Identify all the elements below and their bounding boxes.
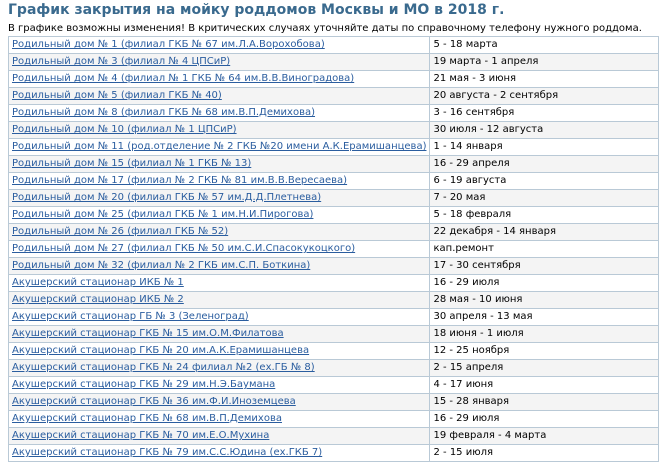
maternity-hospital-link[interactable]: Родильный дом № 10 (филиал № 1 ЦПСиР)	[12, 124, 237, 135]
table-row	[9, 360, 659, 377]
closure-dates-cell: 30 июля - 12 августа	[430, 122, 659, 139]
maternity-hospital-link[interactable]: Родильный дом № 8 (филиал ГКБ № 68 им.В.П.Демихова)	[12, 107, 316, 118]
table-row	[9, 292, 659, 309]
table-row	[9, 156, 659, 173]
table-row	[9, 122, 659, 139]
maternity-hospital-link[interactable]: Родильный дом № 15 (филиал № 1 ГКБ № 13)	[12, 158, 252, 169]
table-row	[9, 394, 659, 411]
closure-dates-cell: 4 - 17 июня	[430, 377, 659, 394]
maternity-hospital-link[interactable]: Родильный дом № 4 (филиал № 1 ГКБ № 64 им.В.В.Виноградова)	[12, 73, 355, 84]
maternity-hospital-link[interactable]: Акушерский стационар ИКБ № 2	[12, 294, 184, 305]
maternity-hospital-link[interactable]: Родильный дом № 3 (филиал № 4 ЦПСиР)	[12, 56, 231, 67]
table-row	[9, 258, 659, 275]
table-row	[9, 224, 659, 241]
maternity-hospital-cell	[9, 71, 430, 88]
table-row	[9, 275, 659, 292]
closure-dates-cell: 21 мая - 3 июня	[430, 71, 659, 88]
table-row	[9, 411, 659, 428]
closure-dates-cell: 22 декабря - 14 января	[430, 224, 659, 241]
closure-dates-cell: 6 - 19 августа	[430, 173, 659, 190]
table-row	[9, 428, 659, 445]
maternity-hospital-cell	[9, 326, 430, 343]
closure-dates-cell: 19 марта - 1 апреля	[430, 54, 659, 71]
table-row	[9, 309, 659, 326]
closure-dates-cell: 7 - 20 мая	[430, 190, 659, 207]
maternity-hospital-link[interactable]: Акушерский стационар ГКБ № 70 им.Е.О.Мухина	[12, 430, 270, 441]
table-row	[9, 105, 659, 122]
closure-dates-cell: 28 мая - 10 июня	[430, 292, 659, 309]
closure-dates-cell: 30 апреля - 13 мая	[430, 309, 659, 326]
table-row	[9, 207, 659, 224]
maternity-hospital-link[interactable]: Акушерский стационар ГКБ № 79 им.С.С.Юдина (ех.ГКБ 7)	[12, 447, 323, 458]
maternity-hospital-link[interactable]: Акушерский стационар ГБ № 3 (Зеленоград)	[12, 311, 249, 322]
maternity-hospital-link[interactable]: Родильный дом № 32 (филиал № 2 ГКБ им.С.П. Боткина)	[12, 260, 311, 271]
maternity-hospital-cell	[9, 139, 430, 156]
closure-dates-cell: 3 - 16 сентября	[430, 105, 659, 122]
maternity-hospital-link[interactable]: Акушерский стационар ГКБ № 29 им.Н.Э.Баумана	[12, 379, 276, 390]
maternity-hospital-cell	[9, 309, 430, 326]
maternity-hospital-cell	[9, 190, 430, 207]
closure-dates-cell: 16 - 29 июля	[430, 411, 659, 428]
closure-dates-cell: 16 - 29 июля	[430, 275, 659, 292]
closure-dates-cell: кап.ремонт	[430, 241, 659, 258]
maternity-hospital-link[interactable]: Родильный дом № 11 (род.отделение № 2 ГКБ №20 имени А.К.Ерамишанцева)	[12, 141, 427, 152]
maternity-hospital-cell	[9, 173, 430, 190]
table-row	[9, 139, 659, 156]
closure-dates-cell: 20 августа - 2 сентября	[430, 88, 659, 105]
closure-dates-cell: 18 июня - 1 июля	[430, 326, 659, 343]
warning-note: В графике возможны изменения! В критических случаях уточняйте даты по справочному телефону нужного роддома.	[8, 23, 642, 34]
maternity-hospital-link[interactable]: Акушерский стационар ГКБ № 20 им.А.К.Ерамишанцева	[12, 345, 310, 356]
maternity-hospital-cell	[9, 394, 430, 411]
closure-dates-cell: 16 - 29 апреля	[430, 156, 659, 173]
table-row	[9, 71, 659, 88]
table-row	[9, 445, 659, 462]
table-row	[9, 173, 659, 190]
maternity-hospital-cell	[9, 445, 430, 462]
table-row	[9, 326, 659, 343]
maternity-hospital-cell	[9, 122, 430, 139]
closure-dates-cell: 12 - 25 ноября	[430, 343, 659, 360]
maternity-hospital-link[interactable]: Родильный дом № 17 (филиал № 2 ГКБ № 81 им.В.В.Вересаева)	[12, 175, 348, 186]
closure-dates-cell: 2 - 15 июля	[430, 445, 659, 462]
table-row	[9, 54, 659, 71]
maternity-hospital-cell	[9, 156, 430, 173]
maternity-hospital-cell	[9, 224, 430, 241]
closure-dates-cell: 1 - 14 января	[430, 139, 659, 156]
maternity-hospital-cell	[9, 411, 430, 428]
table-row	[9, 241, 659, 258]
maternity-hospital-cell	[9, 292, 430, 309]
maternity-hospital-cell	[9, 54, 430, 71]
closure-dates-cell: 19 февраля - 4 марта	[430, 428, 659, 445]
schedule-table	[8, 36, 659, 462]
page-title: График закрытия на мойку роддомов Москвы и МО в 2018 г.	[8, 2, 505, 18]
table-row	[9, 37, 659, 54]
maternity-hospital-link[interactable]: Родильный дом № 25 (филиал ГКБ № 1 им.Н.И.Пирогова)	[12, 209, 314, 220]
maternity-hospital-link[interactable]: Родильный дом № 27 (филиал ГКБ № 50 им.С.И.Спасокукоцкого)	[12, 243, 356, 254]
closure-dates-cell: 2 - 15 апреля	[430, 360, 659, 377]
maternity-hospital-link[interactable]: Акушерский стационар ГКБ № 24 филиал №2 (ех.ГБ № 8)	[12, 362, 315, 373]
closure-dates-cell: 17 - 30 сентября	[430, 258, 659, 275]
maternity-hospital-link[interactable]: Родильный дом № 5 (филиал ГКБ № 40)	[12, 90, 222, 101]
maternity-hospital-cell	[9, 105, 430, 122]
maternity-hospital-cell	[9, 37, 430, 54]
maternity-hospital-cell	[9, 428, 430, 445]
maternity-hospital-link[interactable]: Акушерский стационар ИКБ № 1	[12, 277, 184, 288]
maternity-hospital-link[interactable]: Родильный дом № 20 (филиал ГКБ № 57 им.Д.Д.Плетнева)	[12, 192, 322, 203]
maternity-hospital-link[interactable]: Акушерский стационар ГКБ № 15 им.О.М.Филатова	[12, 328, 284, 339]
closure-dates-cell: 5 - 18 февраля	[430, 207, 659, 224]
maternity-hospital-cell	[9, 241, 430, 258]
closure-dates-cell: 15 - 28 января	[430, 394, 659, 411]
maternity-hospital-cell	[9, 343, 430, 360]
maternity-hospital-link[interactable]: Акушерский стационар ГКБ № 36 им.Ф.И.Иноземцева	[12, 396, 296, 407]
maternity-hospital-cell	[9, 258, 430, 275]
maternity-hospital-cell	[9, 207, 430, 224]
table-row	[9, 88, 659, 105]
maternity-hospital-link[interactable]: Родильный дом № 26 (филиал ГКБ № 52)	[12, 226, 229, 237]
table-row	[9, 190, 659, 207]
maternity-hospital-link[interactable]: Акушерский стационар ГКБ № 68 им.В.П.Демихова	[12, 413, 282, 424]
maternity-hospital-cell	[9, 360, 430, 377]
table-row	[9, 377, 659, 394]
maternity-hospital-cell	[9, 377, 430, 394]
maternity-hospital-cell	[9, 275, 430, 292]
closure-dates-cell: 5 - 18 марта	[430, 37, 659, 54]
maternity-hospital-cell	[9, 88, 430, 105]
maternity-hospital-link[interactable]: Родильный дом № 1 (филиал ГКБ № 67 им.Л.А.Ворохобова)	[12, 39, 325, 50]
table-row	[9, 343, 659, 360]
